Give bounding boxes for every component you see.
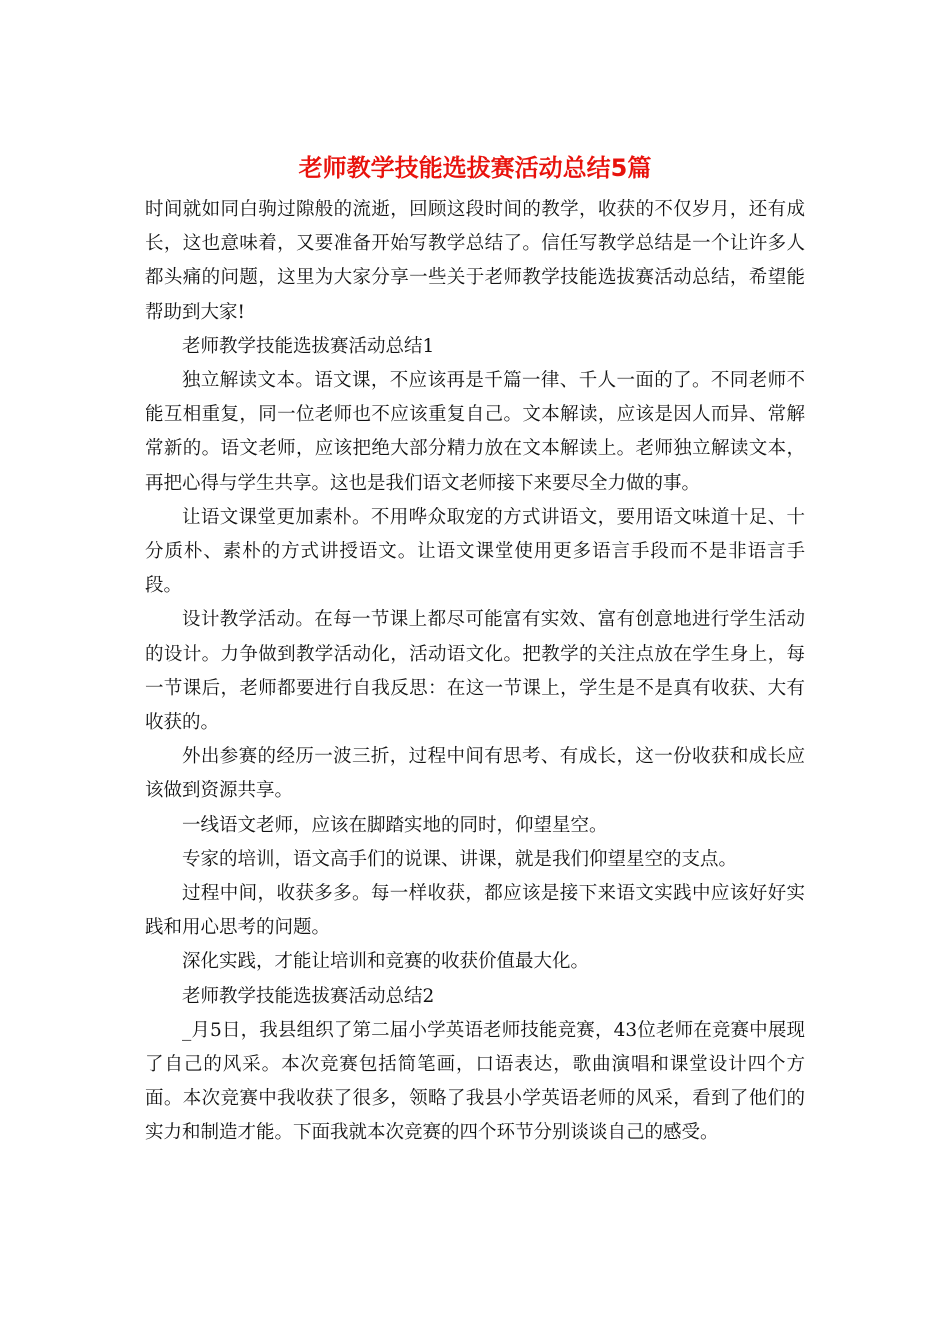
body-paragraph: _月5日，我县组织了第二届小学英语老师技能竞赛，43位老师在竞赛中展现了自己的风采。本次竞赛包括简笔画，口语表达，歌曲演唱和课堂设计四个方面。本次竞赛中我收获了很多，领略了我县小学英语老师的风采，看到了他们的实力和制造才能。下面我就本次竞赛的四个环节分别谈谈自己的感受。	[145, 1019, 805, 1144]
body-paragraph: 过程中间，收获多多。每一样收获，都应该是接下来语文实践中应该好好实践和用心思考的问题。	[145, 883, 805, 939]
body-paragraph: 专家的培训，语文高手们的说课、讲课，就是我们仰望星空的支点。	[182, 848, 738, 870]
intro-paragraph: 时间就如同白驹过隙般的流逝，回顾这段时间的教学，收获的不仅岁月，还有成长，这也意味着，又要准备开始写教学总结了。信任写教学总结是一个让许多人都头痛的问题，这里为大家分享一些关于老师教学技能选拔赛活动总结，希望能帮助到大家!	[145, 199, 805, 323]
document-title: 老师教学技能选拔赛活动总结5篇	[298, 154, 652, 182]
body-paragraph: 让语文课堂更加素朴。不用哗众取宠的方式讲语文，要用语文味道十足、十分质朴、素朴的方式讲授语文。让语文课堂使用更多语言手段而不是非语言手段。	[145, 506, 805, 597]
body-paragraph: 一线语文老师，应该在脚踏实地的同时，仰望星空。	[182, 814, 608, 836]
section-heading-2: 老师教学技能选拔赛活动总结2	[182, 985, 435, 1007]
body-paragraph: 深化实践，才能让培训和竞赛的收获价值最大化。	[182, 951, 590, 973]
body-paragraph: 独立解读文本。语文课，不应该再是千篇一律、千人一面的了。不同老师不能互相重复，同一位老师也不应该重复自己。文本解读，应该是因人而异、常解常新的。语文老师，应该把绝大部分精力放在文本解读上。老师独立解读文本，再把心得与学生共享。这也是我们语文老师接下来要尽全力做的事。	[145, 370, 805, 494]
body-paragraph: 设计教学活动。在每一节课上都尽可能富有实效、富有创意地进行学生活动的设计。力争做到教学活动化，活动语文化。把教学的关注点放在学生身上，每一节课后，老师都要进行自我反思：在这一节课上，学生是不是真有收获、大有收获的。	[145, 609, 805, 734]
document-body	[145, 193, 805, 1151]
section-heading-1: 老师教学技能选拔赛活动总结1	[182, 335, 435, 357]
body-paragraph: 外出参赛的经历一波三折，过程中间有思考、有成长，这一份收获和成长应该做到资源共享。	[145, 746, 805, 802]
